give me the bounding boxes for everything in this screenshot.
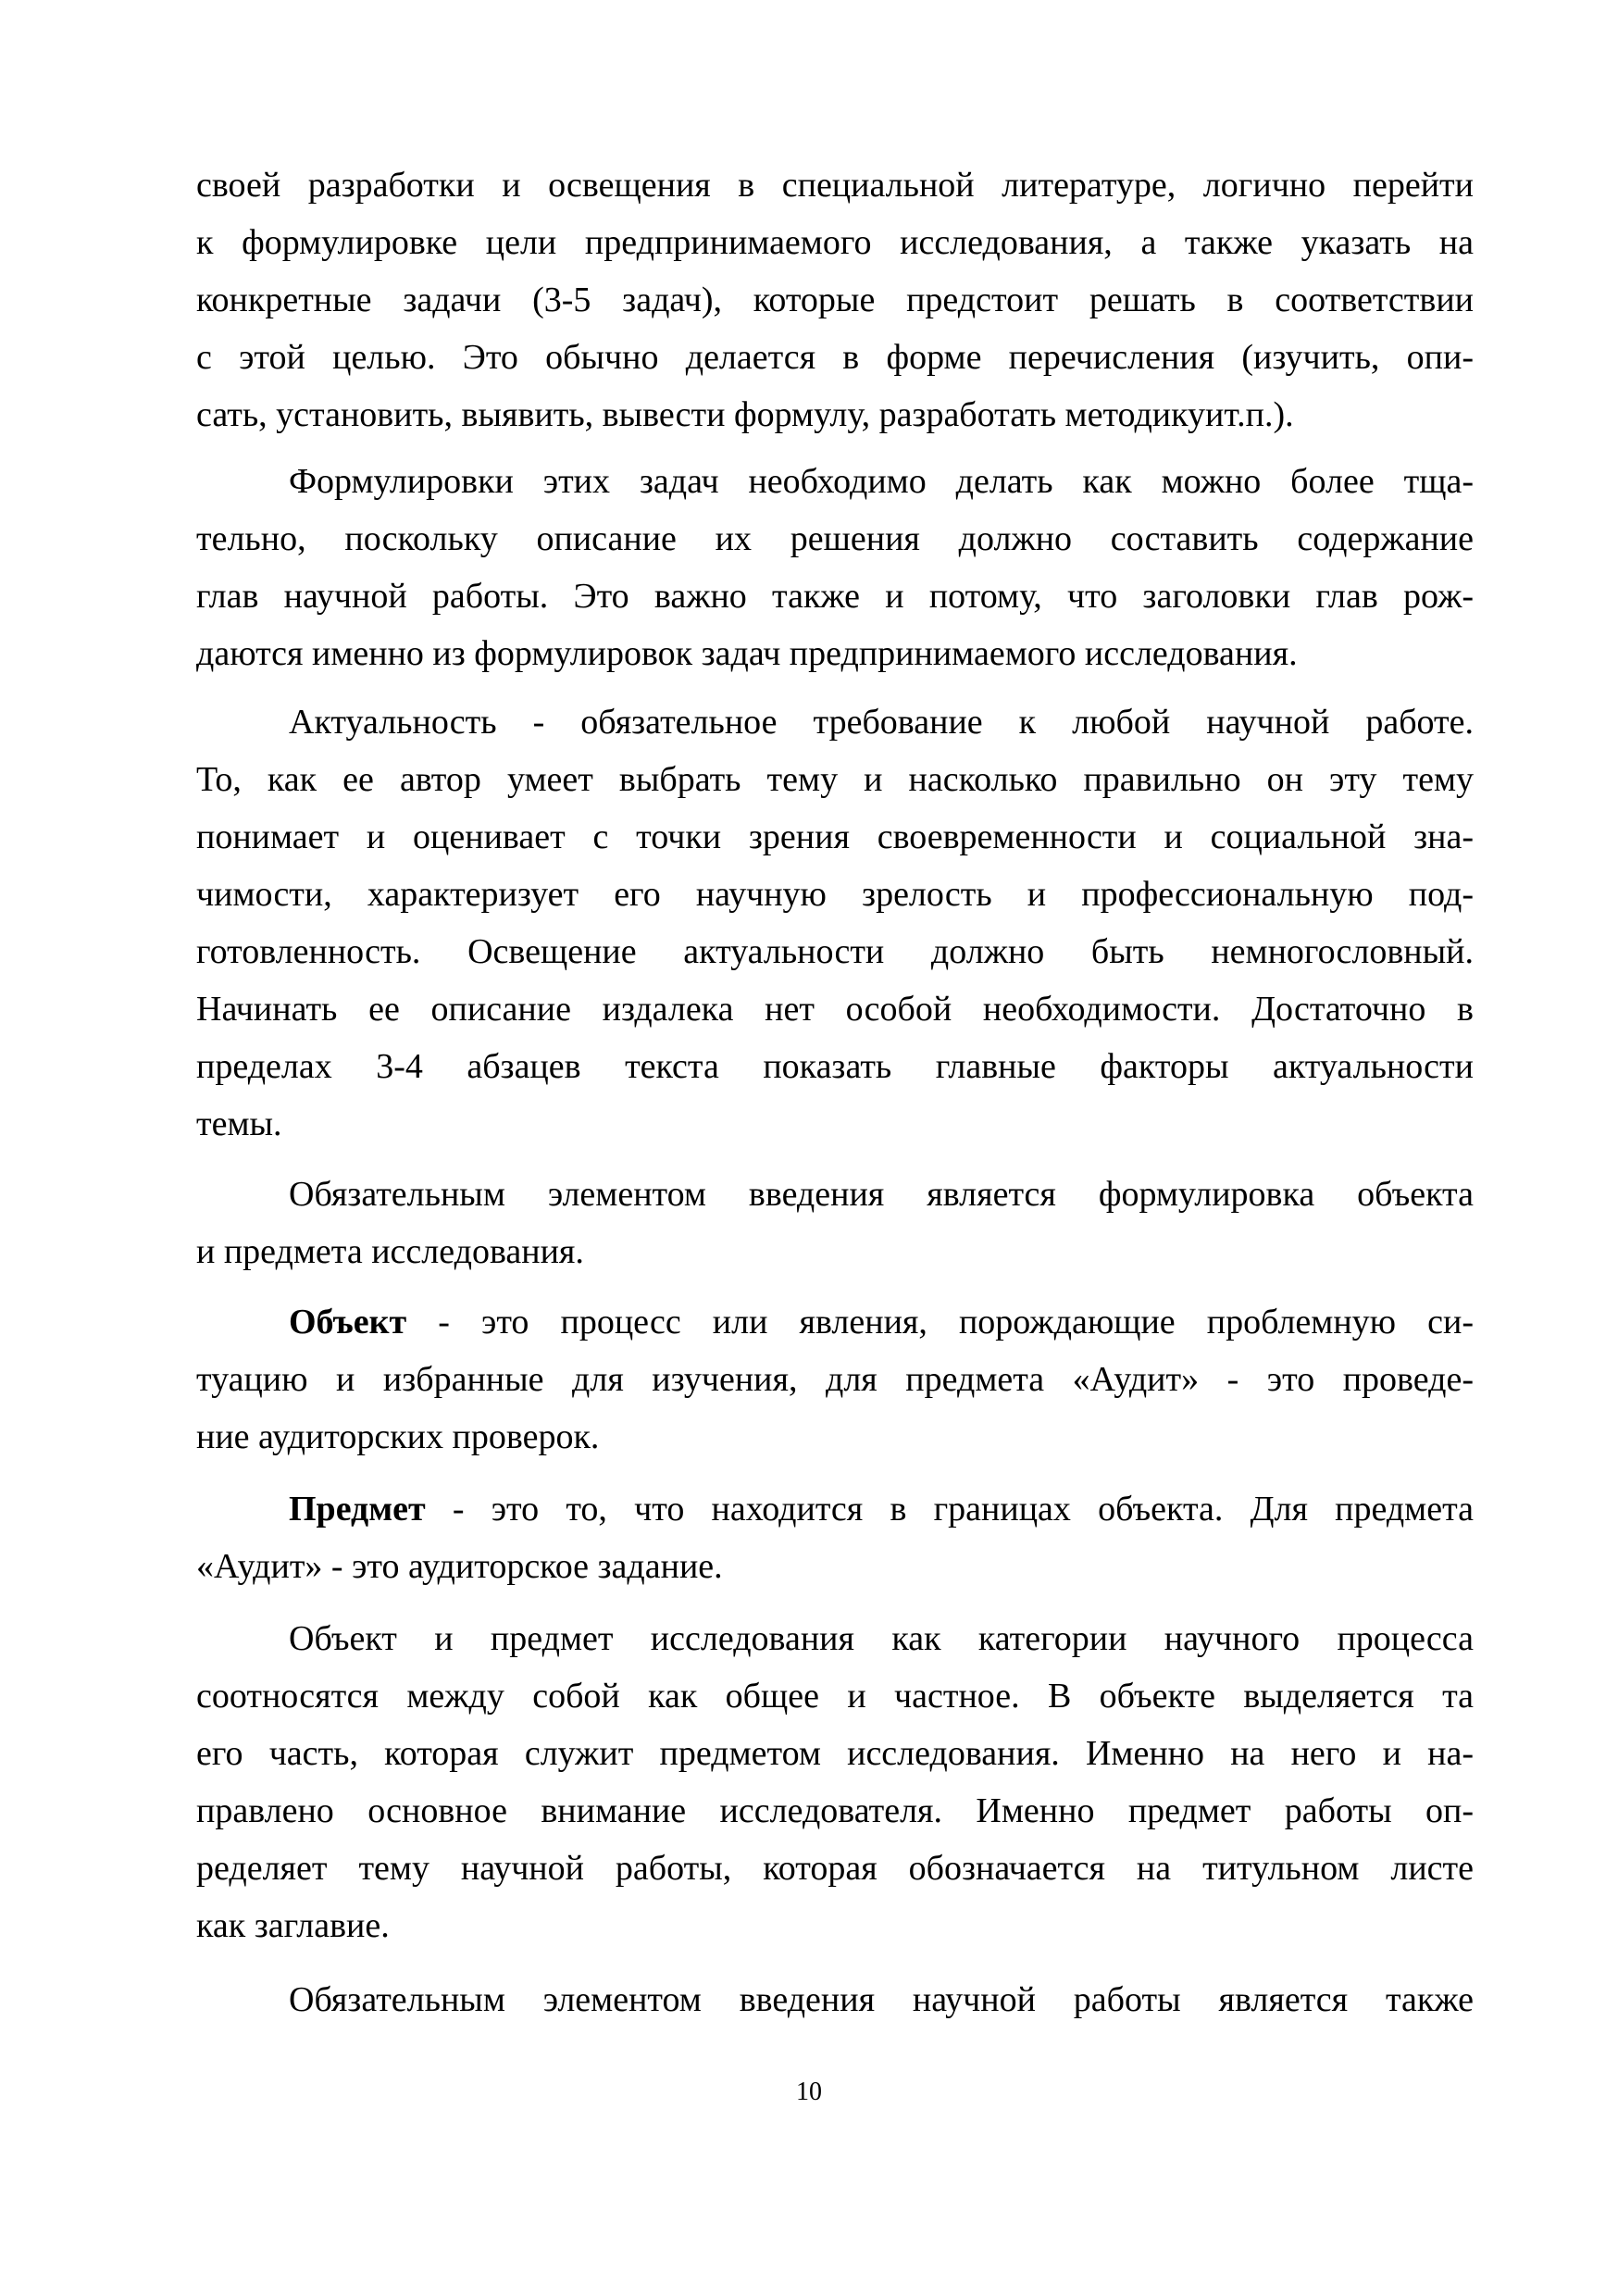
text-line: как заглавие. — [196, 1906, 390, 1945]
page-number: 10 — [796, 2078, 822, 2106]
text-line: своей разработки и освещения в специальной литературе, логично перейти — [196, 166, 1474, 205]
text-line: - это процесс или явления, порождающие проблемную си- — [406, 1303, 1474, 1341]
text-line: с этой целью. Это обычно делается в форме перечисления (изучить, опи- — [196, 338, 1474, 377]
text-line: Обязательным элементом введения научной работы является также — [289, 1980, 1474, 2019]
text-line: к формулировке цели предпринимаемого исследования, а также указать на — [196, 223, 1474, 262]
text-line: конкретные задачи (3-5 задач), которые предстоит решать в соответствии — [196, 281, 1474, 319]
text-line: Формулировки этих задач необходимо делать как можно более тща- — [289, 462, 1474, 501]
text-line: сать, установить, выявить, вывести формулу, разработать методикуит.п.). — [196, 395, 1294, 434]
text-line: тельно, поскольку описание их решения должно составить содержание — [196, 519, 1474, 558]
text-line: «Аудит» - это аудиторское задание. — [196, 1547, 723, 1586]
text-line: ние аудиторских проверок. — [196, 1417, 600, 1456]
text-line: его часть, которая служит предметом исследования. Именно на него и на- — [196, 1734, 1474, 1773]
text-line: пределах 3-4 абзацев текста показать главные факторы актуальности — [196, 1047, 1474, 1086]
text-line: Объект и предмет исследования как категории научного процесса — [289, 1619, 1474, 1658]
text-line: туацию и избранные для изучения, для предмета «Аудит» - это проведе- — [196, 1360, 1474, 1399]
text-line: и предмета исследования. — [196, 1232, 584, 1271]
subject-definition-line — [196, 1481, 1474, 1537]
text-line: понимает и оценивает с точки зрения своевременности и социальной зна- — [196, 817, 1474, 856]
text-line: Актуальность - обязательное требование к любой научной работе. — [289, 703, 1474, 742]
text-line: То, как ее автор умеет выбрать тему и насколько правильно он эту тему — [196, 760, 1474, 799]
text-line: ределяет тему научной работы, которая обозначается на титульном листе — [196, 1849, 1474, 1888]
object-term: Объект — [289, 1303, 407, 1341]
text-line: - это то, что находится в границах объекта. Для предмета — [425, 1490, 1474, 1529]
text-line: темы. — [196, 1104, 282, 1143]
text-line: готовленность. Освещение актуальности должно быть немногословный. — [196, 932, 1474, 971]
text-line: соотносятся между собой как общее и частное. В объекте выделяется та — [196, 1677, 1474, 1716]
text-line: правлено основное внимание исследователя. Именно предмет работы оп- — [196, 1791, 1474, 1830]
text-line: даются именно из формулировок задач предпринимаемого исследования. — [196, 634, 1298, 673]
text-line: глав научной работы. Это важно также и потому, что заголовки глав рож- — [196, 577, 1474, 616]
subject-term: Предмет — [289, 1490, 426, 1529]
text-line: Начинать ее описание издалека нет особой необходимости. Достаточно в — [196, 990, 1474, 1029]
text-line: Обязательным элементом введения является формулировка объекта — [289, 1175, 1474, 1214]
object-definition-line — [196, 1294, 1474, 1350]
text-line: чимости, характеризует его научную зрелость и профессиональную под- — [196, 875, 1474, 914]
